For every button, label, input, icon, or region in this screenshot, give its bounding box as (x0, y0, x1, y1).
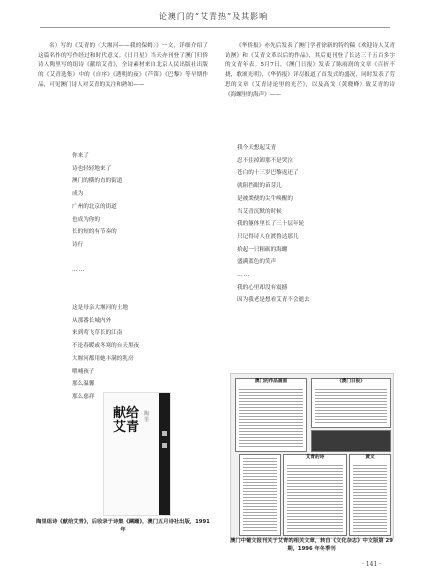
poem-spacer (72, 252, 122, 265)
poem-line: 我今天想起艾青 (237, 145, 277, 151)
book-title (111, 407, 141, 435)
poem-line: 这是母亲大堰河的土地 (72, 305, 128, 311)
newspaper-clippings-image (230, 373, 394, 539)
book-title-line: 献给 (112, 406, 139, 421)
poem-line: 那么温馨 (72, 381, 95, 388)
right-image-caption: 澳门中葡文报刊关于艾青的相关文章，转自《文化杂志》中文版第 29 期，1996 年冬季刊 (230, 538, 393, 552)
book-author: 陶里 (144, 411, 150, 423)
poem-line: 澳门的横的直的街道 (72, 178, 123, 185)
poem-line: 不论春暖或冬寒的台天黑夜 (72, 343, 140, 350)
clipping-text-lines (287, 465, 343, 532)
poem-ellipsis: …… (237, 272, 251, 279)
poem-line: 只记得诗人在渡鲁达那儿 (237, 233, 299, 240)
poem-line: 诗也轻轻地来了 (72, 165, 112, 172)
clipping-text-lines (239, 389, 303, 448)
poem-line: 广州的北京的街道 (72, 203, 117, 210)
clipping-headline: 黄文 (365, 455, 375, 460)
clipping-piece (235, 378, 307, 452)
poem-line: 那么慈祥 (72, 393, 95, 400)
left-column (38, 42, 208, 91)
header-rule (40, 27, 390, 28)
clipping-photo (311, 430, 391, 452)
poem-line: 苍白的十三岁巴黎返还了 (237, 170, 299, 177)
poem-line: 盛满蓝色的笑声 (237, 259, 277, 266)
right-paragraph: 《华侨报》亦先后发表了澳门学者徐新的特约稿《欢迎诗人艾青访澳》和《艾青文革以后的作品》，其后更刊登了长达三千五百多字的文青年表。5月7日，《澳门日报》发表了陈雨润的文章《百折不挠，歌颂光明》，《华侨报》详尽报道了首发式的盛况，同时发表了劳思的文章《艾青诗论里的光芒》，以及高戈（黄晓峰）致艾青的诗《海螺里的海声》—— (225, 43, 395, 98)
strip-mark (162, 431, 167, 436)
right-poem (237, 142, 310, 307)
right-column (225, 42, 395, 100)
poem-line: 我的心里却没有震撼 (237, 284, 288, 291)
poem-line: 你来了 (72, 153, 89, 159)
poem-line: 当艾青沉默的时候 (237, 208, 282, 215)
poem-line: 忍不住掉卸那不是哭泣 (237, 157, 293, 164)
strip-mark (162, 443, 167, 448)
poem-line: 成为 (72, 191, 84, 198)
poem-ellipsis: …… (72, 267, 86, 274)
clipping-piece (311, 378, 391, 428)
poem-line: 诗行 (72, 241, 84, 248)
clipping-piece (283, 454, 347, 536)
poem-line: 是被粪便的尖牛唤醒的 (237, 195, 293, 202)
left-poem-1 (72, 150, 122, 277)
poem-line: 拾起一只粗砺的海螺 (237, 246, 288, 253)
poem-line: 从那番长城内外 (72, 317, 112, 324)
book-cover-image (103, 392, 171, 516)
page-header (0, 0, 427, 30)
clipping-headline: 澳门的作品画面 (254, 379, 288, 384)
book-title-line: 艾青 (112, 420, 139, 435)
clipping-headline: 艾青的诗 (305, 455, 325, 460)
left-paragraph: 名）写的《艾青的〈大堰河——我的保姆〉》一文，详细介绍了这篇名作的写作经过和时代意义。《日月星》当天亦刊登了澳门归侨诗人陶里写的组诗《献给艾青》，全诗素材来自北京人民出版社出版的《艾青选集》中的《自序》《透明的夜》《芦笛》《巴黎》等早期作品，可见澳门诗人对艾青的关注和熟知—— (38, 43, 208, 88)
clipping-headline: 《澳门日报》 (337, 379, 365, 384)
clipping-piece (349, 454, 391, 536)
page-number: · 141 · (362, 561, 382, 568)
poem-line: 因为我老是想看艾青不会逝去 (237, 297, 310, 304)
book-spine-strip (159, 393, 170, 515)
poem-line: 来到莺飞草长的江南 (72, 330, 123, 337)
left-image-caption: 陶里组诗《献给艾青》，后收录于诗集《蹒跚》，澳门五月诗社出版，1991 年 (36, 519, 210, 533)
left-poem-2 (72, 302, 139, 404)
running-title: 论澳门的“艾青热”及其影响 (158, 12, 269, 21)
clipping-text-lines (243, 458, 277, 532)
poem-line: 大堰河都用她丰满的乳房 (72, 355, 134, 362)
poem-line: 我的躯体里长了三十层年轮 (237, 221, 305, 228)
clipping-text-lines (353, 465, 387, 532)
poem-line: 就阻挡眼的苗芽儿 (237, 183, 282, 190)
poem-line: 也成为你的 (72, 216, 100, 223)
poem-line: 喂哺孩子 (72, 368, 95, 375)
poem-line: 长的短的有节奏的 (72, 229, 117, 236)
clipping-piece (239, 454, 281, 536)
clipping-text-lines (315, 389, 387, 424)
